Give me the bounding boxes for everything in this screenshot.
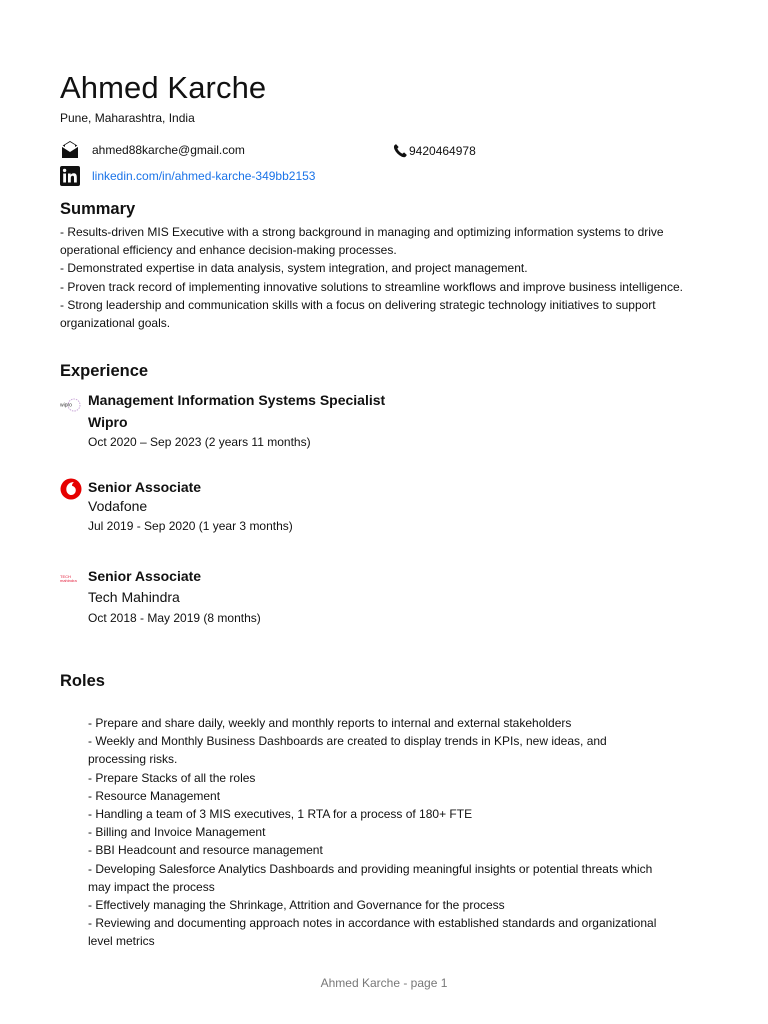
tech-mahindra-logo-text-2: mahindra xyxy=(60,578,77,583)
experience-heading: Experience xyxy=(60,362,149,380)
role-line: - Developing Salesforce Analytics Dashboards and providing meaningful insights or potential threats which may impact the process xyxy=(88,861,653,894)
linkedin-link[interactable]: linkedin.com/in/ahmed-karche-349bb2153 xyxy=(92,169,316,183)
envelope-icon xyxy=(60,140,80,160)
summary-line: - Results-driven MIS Executive with a strong background in managing and optimizing information systems to drive operational efficiency and enhance decision-making processes. xyxy=(60,225,664,258)
vodafone-logo xyxy=(60,478,82,500)
tech-mahindra-logo-text-1: TECH xyxy=(60,574,71,579)
role-line: - Prepare and share daily, weekly and monthly reports to internal and external stakeholders xyxy=(88,716,572,730)
role-line: - Handling a team of 3 MIS executives, 1 RTA for a process of 180+ FTE xyxy=(88,807,473,822)
location-text: Pune, Maharashtra, India xyxy=(60,111,195,125)
linkedin-icon xyxy=(60,166,80,186)
job-dates: Jul 2019 - Sep 2020 (1 year 3 months) xyxy=(88,519,293,533)
summary-line: - Proven track record of implementing innovative solutions to streamline workflows and improve business intelligence. xyxy=(60,279,683,294)
role-line: - Billing and Invoice Management xyxy=(88,825,266,840)
role-line: - Prepare Stacks of all the roles xyxy=(88,770,256,785)
job-dates: Oct 2020 – Sep 2023 (2 years 11 months) xyxy=(88,435,311,449)
role-line: - Reviewing and documenting approach notes in accordance with established standards and organizational level metrics xyxy=(88,916,657,949)
role-line: - Effectively managing the Shrinkage, Attrition and Governance for the process xyxy=(88,898,505,913)
tech-mahindra-logo xyxy=(60,568,82,590)
phone-text[interactable]: 9420464978 xyxy=(409,143,476,158)
email-text[interactable]: ahmed88karche@gmail.com xyxy=(92,143,245,157)
job-company: Wipro xyxy=(88,414,128,430)
job-company: Vodafone xyxy=(88,498,148,514)
phone-row xyxy=(393,143,476,158)
phone-icon xyxy=(393,143,408,158)
role-line: - Resource Management xyxy=(88,788,221,803)
summary-line: - Demonstrated expertise in data analysis, system integration, and project management. xyxy=(60,261,528,276)
role-line: - BBI Headcount and resource management xyxy=(88,843,323,858)
job-title: Senior Associate xyxy=(88,479,202,495)
summary-body xyxy=(60,223,710,332)
page-footer: Ahmed Karche - page 1 xyxy=(320,976,448,990)
linkedin-row xyxy=(60,166,315,186)
job-dates: Oct 2018 - May 2019 (8 months) xyxy=(88,611,261,625)
candidate-name: Ahmed Karche xyxy=(60,70,267,105)
job-title: Management Information Systems Specialist xyxy=(88,392,386,408)
email-row xyxy=(60,140,245,160)
wipro-logo-text: wipro xyxy=(60,402,72,409)
wipro-logo xyxy=(60,394,82,416)
roles-heading: Roles xyxy=(60,672,105,690)
job-company: Tech Mahindra xyxy=(88,589,180,605)
role-line: - Weekly and Monthly Business Dashboards are created to display trends in KPIs, new ideas, and processing risks. xyxy=(88,734,607,767)
summary-line: - Strong leadership and communication skills with a focus on delivering strategic technology initiatives to support organizational goals. xyxy=(60,297,656,331)
job-title: Senior Associate xyxy=(88,568,202,584)
roles-body xyxy=(88,714,668,951)
summary-heading: Summary xyxy=(60,200,136,218)
